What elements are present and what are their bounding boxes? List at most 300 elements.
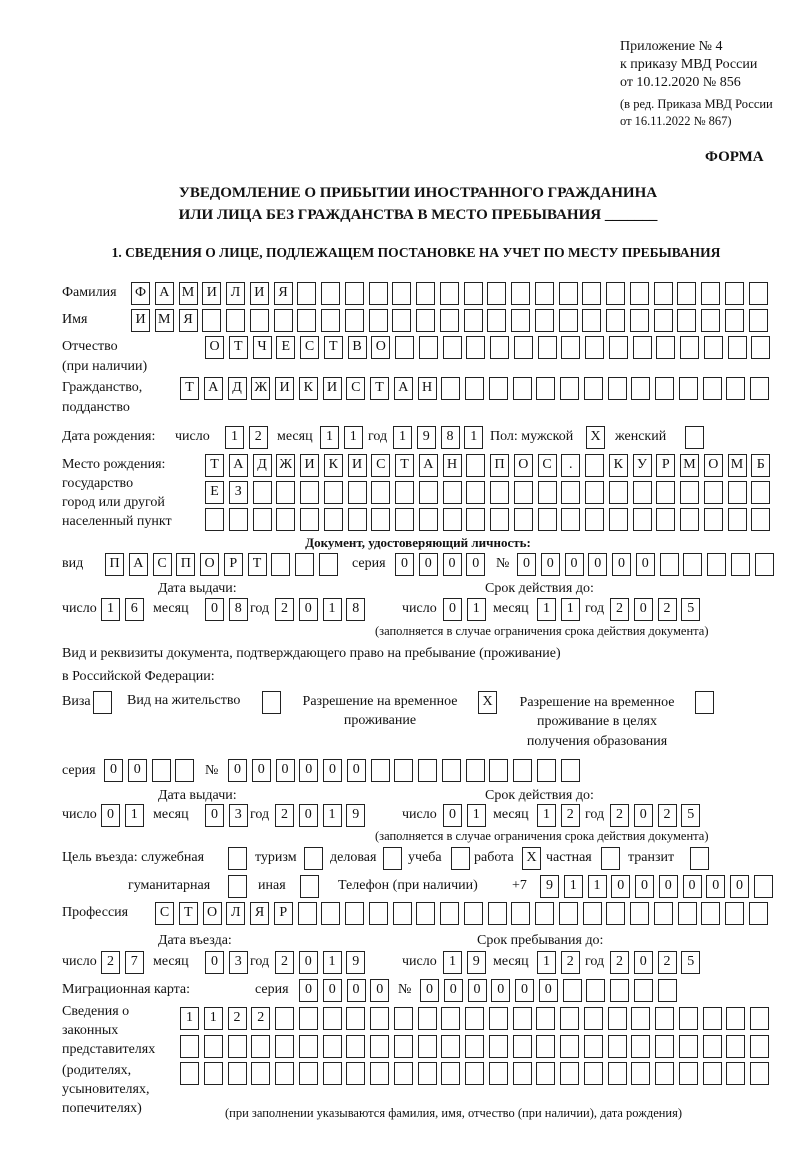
- letter-cell[interactable]: Ж: [276, 454, 295, 477]
- letter-cell[interactable]: [440, 902, 459, 925]
- letter-cell[interactable]: [559, 309, 578, 332]
- letter-cell[interactable]: 1: [393, 426, 412, 449]
- letter-cell[interactable]: [490, 508, 509, 531]
- letter-cell[interactable]: 0: [370, 979, 389, 1002]
- letter-cell[interactable]: [610, 979, 629, 1002]
- letter-cell[interactable]: [725, 309, 744, 332]
- sex-female-checkbox[interactable]: [685, 426, 704, 449]
- letter-cell[interactable]: [299, 1062, 318, 1085]
- letter-cell[interactable]: [490, 481, 509, 504]
- letter-cell[interactable]: [583, 902, 602, 925]
- letter-cell[interactable]: 2: [228, 1007, 247, 1030]
- letter-cell[interactable]: [695, 691, 714, 714]
- letter-cell[interactable]: 8: [441, 426, 460, 449]
- letter-cell[interactable]: 0: [541, 553, 560, 576]
- letter-cell[interactable]: [274, 309, 293, 332]
- letter-cell[interactable]: [489, 1035, 508, 1058]
- letter-cell[interactable]: 0: [205, 804, 224, 827]
- letter-cell[interactable]: [488, 902, 507, 925]
- letter-cell[interactable]: 1: [323, 804, 342, 827]
- letter-cell[interactable]: [726, 1007, 745, 1030]
- letter-cell[interactable]: [683, 553, 702, 576]
- letter-cell[interactable]: 3: [229, 951, 248, 974]
- letter-cell[interactable]: [228, 1062, 247, 1085]
- letter-cell[interactable]: [441, 377, 460, 400]
- letter-cell[interactable]: [202, 309, 221, 332]
- letter-cell[interactable]: [440, 282, 459, 305]
- letter-cell[interactable]: [276, 508, 295, 531]
- stay-issue-month-field[interactable]: [205, 804, 248, 827]
- letter-cell[interactable]: [416, 902, 435, 925]
- letter-cell[interactable]: 1: [323, 598, 342, 621]
- entry-day-field[interactable]: [101, 951, 144, 974]
- letter-cell[interactable]: [749, 902, 768, 925]
- letter-cell[interactable]: [490, 336, 509, 359]
- letter-cell[interactable]: [535, 309, 554, 332]
- reps-field-1[interactable]: [180, 1007, 769, 1030]
- letter-cell[interactable]: 0: [706, 875, 725, 898]
- letter-cell[interactable]: П: [105, 553, 124, 576]
- letter-cell[interactable]: [585, 454, 604, 477]
- letter-cell[interactable]: 1: [204, 1007, 223, 1030]
- letter-cell[interactable]: [750, 1035, 769, 1058]
- letter-cell[interactable]: [513, 1035, 532, 1058]
- letter-cell[interactable]: 2: [610, 804, 629, 827]
- letter-cell[interactable]: [440, 309, 459, 332]
- letter-cell[interactable]: [392, 309, 411, 332]
- letter-cell[interactable]: [631, 1062, 650, 1085]
- birthplace-field-1[interactable]: [205, 454, 770, 477]
- letter-cell[interactable]: К: [324, 454, 343, 477]
- letter-cell[interactable]: О: [205, 336, 224, 359]
- letter-cell[interactable]: [297, 309, 316, 332]
- letter-cell[interactable]: [630, 282, 649, 305]
- letter-cell[interactable]: [441, 1007, 460, 1030]
- letter-cell[interactable]: С: [371, 454, 390, 477]
- letter-cell[interactable]: [751, 481, 770, 504]
- letter-cell[interactable]: 0: [611, 875, 630, 898]
- letter-cell[interactable]: Х: [478, 691, 497, 714]
- letter-cell[interactable]: [370, 1062, 389, 1085]
- letter-cell[interactable]: У: [633, 454, 652, 477]
- letter-cell[interactable]: [464, 902, 483, 925]
- letter-cell[interactable]: [631, 377, 650, 400]
- letter-cell[interactable]: [634, 979, 653, 1002]
- letter-cell[interactable]: 1: [561, 598, 580, 621]
- letter-cell[interactable]: [609, 481, 628, 504]
- letter-cell[interactable]: 1: [537, 804, 556, 827]
- letter-cell[interactable]: [466, 481, 485, 504]
- letter-cell[interactable]: [346, 1007, 365, 1030]
- letter-cell[interactable]: [536, 1062, 555, 1085]
- letter-cell[interactable]: [701, 282, 720, 305]
- letter-cell[interactable]: [319, 553, 338, 576]
- letter-cell[interactable]: [703, 1062, 722, 1085]
- letter-cell[interactable]: 0: [517, 553, 536, 576]
- letter-cell[interactable]: Е: [205, 481, 224, 504]
- letter-cell[interactable]: [656, 508, 675, 531]
- visa-checkbox[interactable]: [93, 691, 112, 714]
- letter-cell[interactable]: [656, 481, 675, 504]
- letter-cell[interactable]: [751, 508, 770, 531]
- letter-cell[interactable]: 1: [180, 1007, 199, 1030]
- letter-cell[interactable]: 0: [539, 979, 558, 1002]
- letter-cell[interactable]: Е: [276, 336, 295, 359]
- letter-cell[interactable]: Р: [224, 553, 243, 576]
- letter-cell[interactable]: [441, 1062, 460, 1085]
- letter-cell[interactable]: [749, 309, 768, 332]
- letter-cell[interactable]: П: [490, 454, 509, 477]
- letter-cell[interactable]: 0: [347, 759, 366, 782]
- letter-cell[interactable]: [304, 847, 323, 870]
- letter-cell[interactable]: 0: [395, 553, 414, 576]
- letter-cell[interactable]: [655, 1007, 674, 1030]
- letter-cell[interactable]: 1: [323, 951, 342, 974]
- letter-cell[interactable]: [489, 377, 508, 400]
- letter-cell[interactable]: [275, 1035, 294, 1058]
- letter-cell[interactable]: [297, 282, 316, 305]
- temp-residence-edu-checkbox[interactable]: [695, 691, 714, 714]
- id-valid-day-field[interactable]: [443, 598, 486, 621]
- letter-cell[interactable]: [655, 1035, 674, 1058]
- letter-cell[interactable]: 0: [444, 979, 463, 1002]
- letter-cell[interactable]: [560, 1062, 579, 1085]
- letter-cell[interactable]: М: [155, 309, 174, 332]
- letter-cell[interactable]: 7: [125, 951, 144, 974]
- letter-cell[interactable]: [204, 1062, 223, 1085]
- letter-cell[interactable]: 8: [229, 598, 248, 621]
- letter-cell[interactable]: [419, 336, 438, 359]
- letter-cell[interactable]: 0: [515, 979, 534, 1002]
- reps-field-2[interactable]: [180, 1035, 769, 1058]
- letter-cell[interactable]: 2: [251, 1007, 270, 1030]
- letter-cell[interactable]: [680, 508, 699, 531]
- letter-cell[interactable]: 0: [205, 598, 224, 621]
- letter-cell[interactable]: [348, 481, 367, 504]
- letter-cell[interactable]: 9: [540, 875, 559, 898]
- letter-cell[interactable]: И: [275, 377, 294, 400]
- letter-cell[interactable]: [395, 336, 414, 359]
- letter-cell[interactable]: Т: [395, 454, 414, 477]
- letter-cell[interactable]: [514, 336, 533, 359]
- letter-cell[interactable]: Т: [179, 902, 198, 925]
- letter-cell[interactable]: [300, 508, 319, 531]
- letter-cell[interactable]: [513, 1062, 532, 1085]
- id-issue-month-field[interactable]: [205, 598, 248, 621]
- letter-cell[interactable]: [749, 282, 768, 305]
- letter-cell[interactable]: 1: [537, 951, 556, 974]
- letter-cell[interactable]: О: [200, 553, 219, 576]
- letter-cell[interactable]: [323, 1062, 342, 1085]
- letter-cell[interactable]: [560, 377, 579, 400]
- letter-cell[interactable]: [703, 1007, 722, 1030]
- letter-cell[interactable]: [250, 309, 269, 332]
- letter-cell[interactable]: [93, 691, 112, 714]
- letter-cell[interactable]: [323, 1035, 342, 1058]
- letter-cell[interactable]: Т: [229, 336, 248, 359]
- letter-cell[interactable]: 0: [468, 979, 487, 1002]
- letter-cell[interactable]: [300, 481, 319, 504]
- letter-cell[interactable]: 0: [299, 598, 318, 621]
- letter-cell[interactable]: И: [250, 282, 269, 305]
- letter-cell[interactable]: [489, 1007, 508, 1030]
- letter-cell[interactable]: [559, 282, 578, 305]
- letter-cell[interactable]: Р: [656, 454, 675, 477]
- letter-cell[interactable]: 2: [249, 426, 268, 449]
- letter-cell[interactable]: Д: [228, 377, 247, 400]
- letter-cell[interactable]: [559, 902, 578, 925]
- id-valid-month-field[interactable]: [537, 598, 580, 621]
- letter-cell[interactable]: [321, 902, 340, 925]
- letter-cell[interactable]: [586, 979, 605, 1002]
- letter-cell[interactable]: [370, 1035, 389, 1058]
- birth-day-field[interactable]: [225, 426, 268, 449]
- letter-cell[interactable]: [371, 759, 390, 782]
- letter-cell[interactable]: [680, 481, 699, 504]
- letter-cell[interactable]: [633, 481, 652, 504]
- letter-cell[interactable]: [677, 309, 696, 332]
- letter-cell[interactable]: Р: [274, 902, 293, 925]
- patronymic-field[interactable]: [205, 336, 770, 359]
- letter-cell[interactable]: [392, 282, 411, 305]
- letter-cell[interactable]: [703, 377, 722, 400]
- stay-number-field[interactable]: [228, 759, 580, 782]
- letter-cell[interactable]: А: [394, 377, 413, 400]
- letter-cell[interactable]: [300, 875, 319, 898]
- letter-cell[interactable]: 0: [228, 759, 247, 782]
- letter-cell[interactable]: [464, 282, 483, 305]
- letter-cell[interactable]: В: [348, 336, 367, 359]
- letter-cell[interactable]: Б: [751, 454, 770, 477]
- letter-cell[interactable]: А: [204, 377, 223, 400]
- letter-cell[interactable]: И: [131, 309, 150, 332]
- letter-cell[interactable]: [371, 508, 390, 531]
- letter-cell[interactable]: [323, 1007, 342, 1030]
- letter-cell[interactable]: [395, 481, 414, 504]
- letter-cell[interactable]: [442, 759, 461, 782]
- letter-cell[interactable]: [253, 508, 272, 531]
- stay-issue-day-field[interactable]: [101, 804, 144, 827]
- letter-cell[interactable]: 0: [104, 759, 123, 782]
- letter-cell[interactable]: [704, 481, 723, 504]
- birth-month-field[interactable]: [320, 426, 363, 449]
- letter-cell[interactable]: [253, 481, 272, 504]
- letter-cell[interactable]: [584, 1062, 603, 1085]
- letter-cell[interactable]: [679, 1062, 698, 1085]
- stay-valid-year-field[interactable]: [610, 804, 700, 827]
- letter-cell[interactable]: 0: [205, 951, 224, 974]
- letter-cell[interactable]: 0: [299, 804, 318, 827]
- letter-cell[interactable]: [345, 282, 364, 305]
- letter-cell[interactable]: [466, 454, 485, 477]
- letter-cell[interactable]: [677, 282, 696, 305]
- letter-cell[interactable]: 1: [537, 598, 556, 621]
- letter-cell[interactable]: [584, 1035, 603, 1058]
- id-issue-year-field[interactable]: [275, 598, 365, 621]
- letter-cell[interactable]: [262, 691, 281, 714]
- purpose-study-checkbox[interactable]: [451, 847, 470, 870]
- letter-cell[interactable]: А: [155, 282, 174, 305]
- letter-cell[interactable]: [180, 1035, 199, 1058]
- letter-cell[interactable]: 0: [634, 951, 653, 974]
- letter-cell[interactable]: [633, 336, 652, 359]
- letter-cell[interactable]: С: [155, 902, 174, 925]
- letter-cell[interactable]: 2: [610, 951, 629, 974]
- letter-cell[interactable]: 0: [443, 598, 462, 621]
- birthplace-field-3[interactable]: [205, 508, 770, 531]
- letter-cell[interactable]: [536, 1007, 555, 1030]
- letter-cell[interactable]: 1: [320, 426, 339, 449]
- letter-cell[interactable]: [726, 1035, 745, 1058]
- letter-cell[interactable]: 0: [299, 759, 318, 782]
- letter-cell[interactable]: [658, 979, 677, 1002]
- letter-cell[interactable]: 8: [346, 598, 365, 621]
- letter-cell[interactable]: 0: [730, 875, 749, 898]
- letter-cell[interactable]: [703, 1035, 722, 1058]
- letter-cell[interactable]: 9: [346, 951, 365, 974]
- letter-cell[interactable]: 5: [681, 598, 700, 621]
- letter-cell[interactable]: [487, 282, 506, 305]
- letter-cell[interactable]: [536, 377, 555, 400]
- letter-cell[interactable]: 0: [252, 759, 271, 782]
- name-field[interactable]: [131, 309, 768, 332]
- letter-cell[interactable]: Д: [253, 454, 272, 477]
- letter-cell[interactable]: 0: [323, 759, 342, 782]
- letter-cell[interactable]: [251, 1035, 270, 1058]
- letter-cell[interactable]: [226, 309, 245, 332]
- letter-cell[interactable]: [383, 847, 402, 870]
- letter-cell[interactable]: 9: [417, 426, 436, 449]
- letter-cell[interactable]: 9: [467, 951, 486, 974]
- letter-cell[interactable]: [725, 282, 744, 305]
- letter-cell[interactable]: [704, 336, 723, 359]
- letter-cell[interactable]: [369, 282, 388, 305]
- letter-cell[interactable]: [298, 902, 317, 925]
- letter-cell[interactable]: [750, 1007, 769, 1030]
- letter-cell[interactable]: 2: [275, 951, 294, 974]
- sex-male-checkbox[interactable]: [586, 426, 605, 449]
- purpose-work-checkbox[interactable]: [522, 847, 541, 870]
- letter-cell[interactable]: [466, 759, 485, 782]
- letter-cell[interactable]: [418, 1007, 437, 1030]
- letter-cell[interactable]: [538, 336, 557, 359]
- birth-year-field[interactable]: [393, 426, 483, 449]
- letter-cell[interactable]: 2: [101, 951, 120, 974]
- phone-field[interactable]: [540, 875, 773, 898]
- letter-cell[interactable]: [346, 1035, 365, 1058]
- surname-field[interactable]: [131, 282, 768, 305]
- letter-cell[interactable]: [608, 377, 627, 400]
- letter-cell[interactable]: [299, 1007, 318, 1030]
- stay-until-year-field[interactable]: [610, 951, 700, 974]
- letter-cell[interactable]: 1: [467, 598, 486, 621]
- letter-cell[interactable]: [419, 508, 438, 531]
- letter-cell[interactable]: 2: [275, 598, 294, 621]
- letter-cell[interactable]: [561, 759, 580, 782]
- letter-cell[interactable]: О: [371, 336, 390, 359]
- letter-cell[interactable]: [535, 902, 554, 925]
- birthplace-field-2[interactable]: [205, 481, 770, 504]
- letter-cell[interactable]: [514, 481, 533, 504]
- entry-year-field[interactable]: [275, 951, 365, 974]
- letter-cell[interactable]: 1: [101, 598, 120, 621]
- letter-cell[interactable]: К: [299, 377, 318, 400]
- letter-cell[interactable]: [606, 282, 625, 305]
- letter-cell[interactable]: [654, 282, 673, 305]
- letter-cell[interactable]: [513, 1007, 532, 1030]
- migration-series-field[interactable]: [299, 979, 389, 1002]
- letter-cell[interactable]: [608, 1007, 627, 1030]
- letter-cell[interactable]: [563, 979, 582, 1002]
- letter-cell[interactable]: 5: [681, 951, 700, 974]
- letter-cell[interactable]: К: [609, 454, 628, 477]
- letter-cell[interactable]: 0: [565, 553, 584, 576]
- id-series-field[interactable]: [395, 553, 485, 576]
- letter-cell[interactable]: А: [229, 454, 248, 477]
- reps-field-3[interactable]: [180, 1062, 769, 1085]
- letter-cell[interactable]: [465, 1007, 484, 1030]
- letter-cell[interactable]: 9: [346, 804, 365, 827]
- stay-valid-day-field[interactable]: [443, 804, 486, 827]
- letter-cell[interactable]: [685, 426, 704, 449]
- letter-cell[interactable]: [443, 508, 462, 531]
- purpose-transit-checkbox[interactable]: [690, 847, 709, 870]
- letter-cell[interactable]: 0: [443, 553, 462, 576]
- letter-cell[interactable]: [295, 553, 314, 576]
- letter-cell[interactable]: 0: [419, 553, 438, 576]
- letter-cell[interactable]: 2: [658, 598, 677, 621]
- letter-cell[interactable]: О: [514, 454, 533, 477]
- letter-cell[interactable]: 0: [491, 979, 510, 1002]
- entry-month-field[interactable]: [205, 951, 248, 974]
- letter-cell[interactable]: [731, 553, 750, 576]
- letter-cell[interactable]: [633, 508, 652, 531]
- letter-cell[interactable]: [701, 902, 720, 925]
- letter-cell[interactable]: 0: [420, 979, 439, 1002]
- letter-cell[interactable]: [229, 508, 248, 531]
- profession-field[interactable]: [155, 902, 768, 925]
- letter-cell[interactable]: 0: [634, 598, 653, 621]
- letter-cell[interactable]: [369, 902, 388, 925]
- letter-cell[interactable]: Ж: [251, 377, 270, 400]
- letter-cell[interactable]: И: [202, 282, 221, 305]
- letter-cell[interactable]: [395, 508, 414, 531]
- letter-cell[interactable]: 1: [125, 804, 144, 827]
- letter-cell[interactable]: Х: [522, 847, 541, 870]
- letter-cell[interactable]: [751, 336, 770, 359]
- letter-cell[interactable]: [536, 1035, 555, 1058]
- letter-cell[interactable]: 0: [588, 553, 607, 576]
- id-valid-year-field[interactable]: [610, 598, 700, 621]
- letter-cell[interactable]: [654, 902, 673, 925]
- letter-cell[interactable]: [418, 759, 437, 782]
- letter-cell[interactable]: [690, 847, 709, 870]
- letter-cell[interactable]: [228, 1035, 247, 1058]
- letter-cell[interactable]: [443, 481, 462, 504]
- letter-cell[interactable]: [679, 377, 698, 400]
- letter-cell[interactable]: 0: [347, 979, 366, 1002]
- letter-cell[interactable]: 1: [564, 875, 583, 898]
- letter-cell[interactable]: [726, 377, 745, 400]
- letter-cell[interactable]: 0: [276, 759, 295, 782]
- letter-cell[interactable]: [609, 336, 628, 359]
- letter-cell[interactable]: [443, 336, 462, 359]
- letter-cell[interactable]: [451, 847, 470, 870]
- letter-cell[interactable]: А: [419, 454, 438, 477]
- letter-cell[interactable]: З: [229, 481, 248, 504]
- letter-cell[interactable]: 1: [443, 951, 462, 974]
- letter-cell[interactable]: [728, 481, 747, 504]
